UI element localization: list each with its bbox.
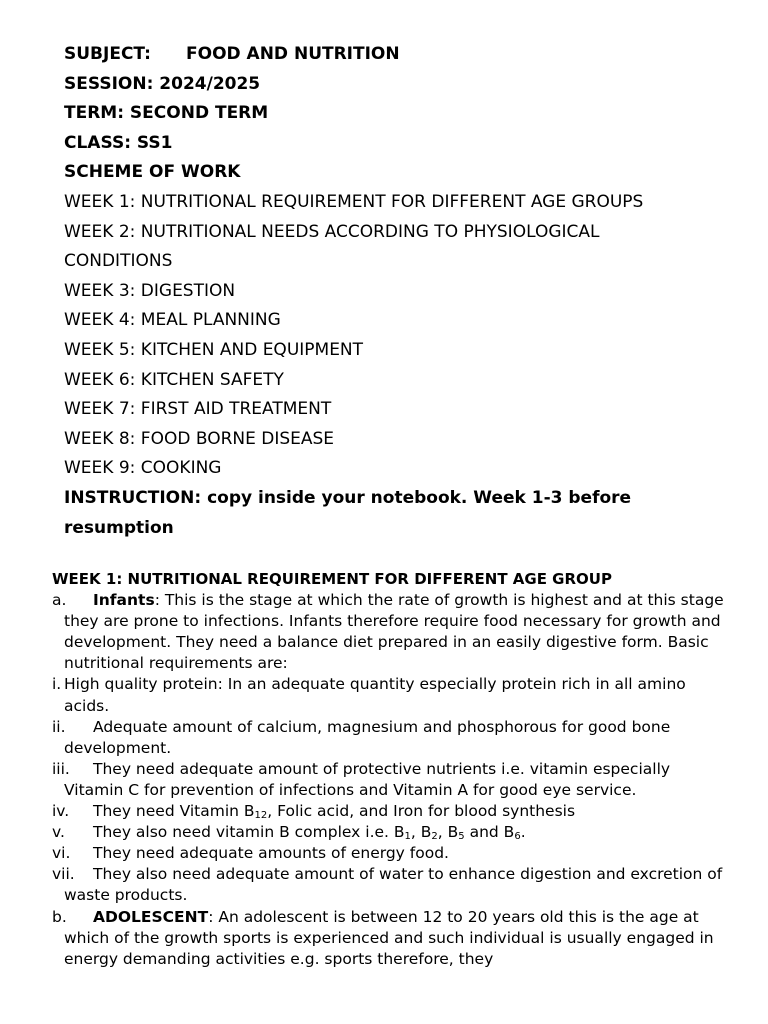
list-item-text: They need adequate amount of protective nutrients i.e. vitamin especially Vitamin C for prevention of infections and Vitamin A for good eye service. [64,759,671,799]
list-item-text: They also need vitamin B complex i.e. B [93,823,405,842]
subject-value: FOOD AND NUTRITION [186,44,400,64]
subscript: 5 [458,831,465,843]
subscript: 2 [431,831,438,843]
week-item-continuation: CONDITIONS [64,251,173,272]
list-item-text: They need Vitamin B [93,802,255,821]
week-item: WEEK 5: KITCHEN AND EQUIPMENT [64,339,364,360]
list-item [52,864,732,906]
adolescent-text: : An adolescent is between 12 to 20 years old this is the age at which of the growth sports is experienced and such individual is usually engaged in energy demanding activities e.g. sports therefore, they [64,907,714,968]
week-item: WEEK 9: COOKING [64,458,222,479]
subscript: 6 [514,831,521,843]
list-item-text: Adequate amount of calcium, magnesium and phosphorous for good bone development. [64,717,671,757]
list-marker: vii. [52,865,75,884]
list-item-text: , B [410,823,432,842]
list-item [52,674,732,716]
list-marker: vi. [52,844,71,863]
list-marker: ii. [52,717,66,736]
term-infants: Infants [93,591,155,610]
session-line: SESSION: 2024/2025 [64,73,261,94]
list-item-adolescent [52,907,732,970]
list-item [52,843,732,864]
list-marker: iv. [52,802,70,821]
week-item: WEEK 3: DIGESTION [64,280,236,301]
list-item-text: They need adequate amounts of energy food. [93,844,449,863]
infants-text: : This is the stage at which the rate of growth is highest and at this stage they are prone to infections. Infants therefore require food necessary for growth and development. They need a balance diet prepared in an easily digestive form. Basic nutritional requirements are: [64,591,724,673]
list-item [52,759,732,801]
list-item-text: , B [437,823,459,842]
instruction: INSTRUCTION: copy inside your notebook. Week 1-3 before resumption [64,487,632,538]
scheme-title: SCHEME OF WORK [64,162,241,183]
week-item: WEEK 2: NUTRITIONAL NEEDS ACCORDING TO PHYSIOLOGICAL [64,221,600,242]
week-item: WEEK 6: KITCHEN SAFETY [64,369,284,390]
subject-line [64,40,744,70]
list-item-text: , Folic acid, and Iron for blood synthesis [267,802,576,821]
list-marker: a. [52,591,67,610]
list-marker: i. [52,675,62,694]
class-line: CLASS: SS1 [64,132,173,153]
list-item [52,822,732,843]
notes-title: WEEK 1: NUTRITIONAL REQUIREMENT FOR DIFFERENT AGE GROUP [52,570,612,588]
week-item: WEEK 7: FIRST AID TREATMENT [64,399,332,420]
week-item: WEEK 1: NUTRITIONAL REQUIREMENT FOR DIFFERENT AGE GROUPS [64,191,644,212]
subject-label: SUBJECT: [64,44,151,64]
subscript: 1 [404,831,411,843]
list-item [52,801,732,822]
list-item-text: They also need adequate amount of water to enhance digestion and excretion of waste products. [64,865,723,905]
term-adolescent: ADOLESCENT [93,907,209,926]
scheme-header [64,40,744,543]
list-item-text: High quality protein: In an adequate quantity especially protein rich in all amino acids. [64,675,686,715]
week1-notes [52,569,732,970]
list-marker: v. [52,823,65,842]
list-item-text: . [520,823,526,842]
week-item: WEEK 4: MEAL PLANNING [64,310,281,331]
list-item [52,717,732,759]
list-item-text: and B [464,823,515,842]
term-line: TERM: SECOND TERM [64,103,269,124]
list-item-infants [52,590,732,674]
list-marker: b. [52,907,67,926]
week-item: WEEK 8: FOOD BORNE DISEASE [64,428,335,449]
subscript: 12 [254,810,268,822]
list-marker: iii. [52,759,70,778]
